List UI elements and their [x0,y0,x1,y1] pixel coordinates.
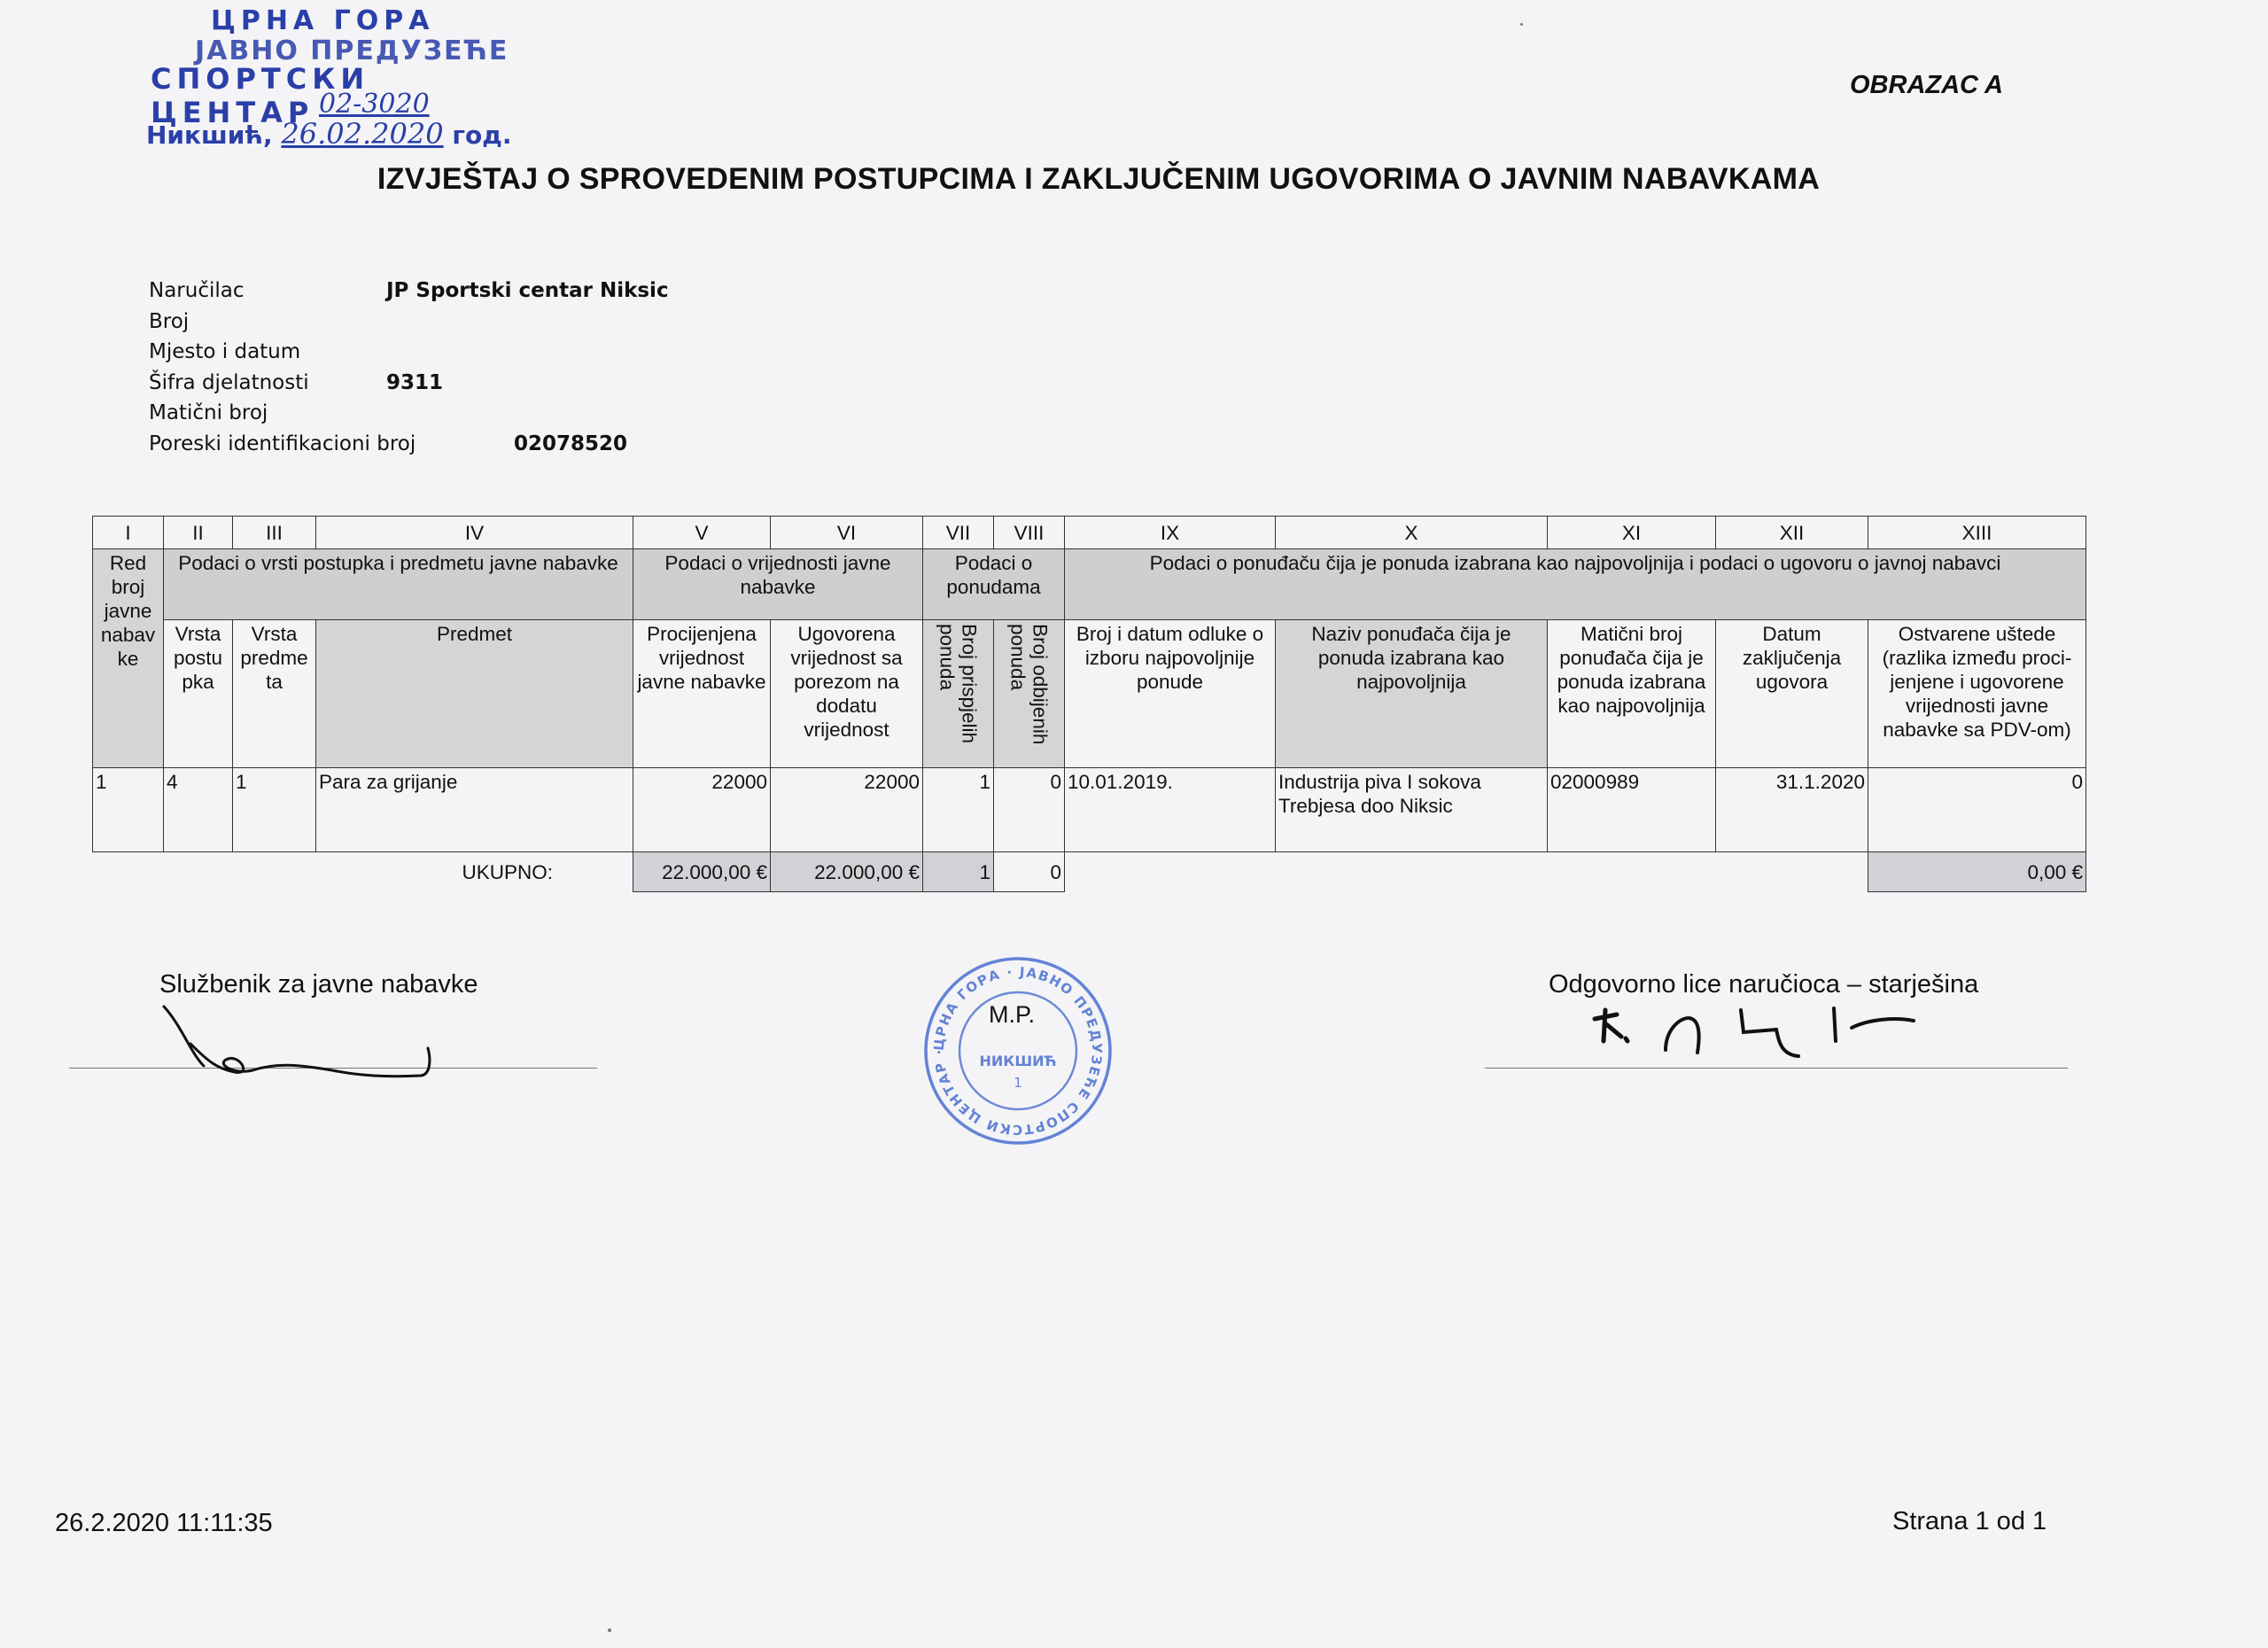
header-prispjelih [923,620,994,768]
cell-odbijenih: 0 [994,768,1065,852]
stamp-number: 02-3020 [319,89,430,120]
col-num: I [93,517,164,549]
col-num: VI [771,517,923,549]
procurement-table [92,516,2086,892]
info-row-pib [149,429,628,460]
header-ugovorena: Ugovorena vrijednost sa porezom na dodatu vrijednost [771,620,923,768]
info-row-broj [149,307,416,338]
scan-speck [1520,23,1523,26]
info-value-pib: 02078520 [514,431,628,455]
info-value-narucilac: JP Sportski centar Niksic [386,279,669,302]
col-num: IX [1065,517,1276,549]
total-ugovorena: 22.000,00 € [771,852,923,892]
cell-vrsta-predmeta: 1 [233,768,316,852]
cell-datum: 31.1.2020 [1716,768,1868,852]
total-prispjelih: 1 [923,852,994,892]
header-vrsta-predmeta: Vrsta predme ta [233,620,316,768]
info-row-mjesto [149,337,416,368]
totals-row [93,852,2086,892]
signature-left-icon [155,991,447,1088]
contracting-authority-info [149,276,669,459]
cell-ustede: 0 [1868,768,2086,852]
info-row-sifra [149,368,444,399]
info-label: Šifra djelatnosti [149,370,309,394]
info-label: Matični broj [149,401,268,424]
totals-label: UKUPNO: [462,860,553,883]
info-label: Poreski identifikacioni broj [149,431,416,455]
col-num: III [233,517,316,549]
total-ustede: 0,00 € [1868,852,2086,892]
cell-odluka: 10.01.2019. [1065,768,1276,852]
info-value-sifra: 9311 [386,370,444,394]
cell-ugovorena: 22000 [771,768,923,852]
stamp-line-country: ЦРНА ГОРА [211,5,435,36]
col-num: VIII [994,517,1065,549]
group-vrijednost: Podaci o vrijednosti javne nabavke [633,549,923,620]
col-num: V [633,517,771,549]
scan-speck [608,1629,611,1632]
col-num: X [1276,517,1548,549]
stamp-line-enterprise: ЈАВНО ПРЕДУЗЕЋЕ [195,35,509,66]
group-ponude: Podaci o ponudama [923,549,1065,620]
total-odbijenih: 0 [994,852,1065,892]
stamp-date-line [146,117,511,151]
registry-stamp [142,5,514,152]
cell-naziv: Industrija piva I sokova Trebjesa doo Niksic [1276,768,1548,852]
header-datum: Datum zaključenja ugovora [1716,620,1868,768]
info-label: Naručilac [149,279,245,302]
col-num: VII [923,517,994,549]
group-ponudjac: Podaci o ponuđaču čija je ponuda izabrana kao najpovoljnija i podaci o ugovoru o javnoj nabavci [1065,549,2086,620]
seal-number: 1 [1014,1075,1022,1091]
totals-spacer [1065,852,1868,892]
col-num: IV [316,517,633,549]
page-indicator: Strana 1 od 1 [1892,1507,2047,1535]
header-predmet: Predmet [316,620,633,768]
roman-numeral-row [93,517,2086,549]
svg-text:ЦРНА ГОРА · ЈАВНО ПРЕДУЗЕЋЕ СП [931,964,1105,1138]
col-num: II [164,517,233,549]
seal-city: НИКШИЋ [979,1053,1057,1069]
table-row [93,768,2086,852]
header-maticni: Matični broj ponuđača čija je ponuda izabrana kao najpovoljnija [1548,620,1716,768]
stamp-date: 26.02.2020 [281,117,444,151]
group-header-row [93,549,2086,620]
col-num: XII [1716,517,1868,549]
round-seal-icon [920,952,1116,1149]
signature-right-icon [1586,992,1958,1072]
stamp-suffix: год. [452,120,512,150]
seal-ring-text: ЦРНА ГОРА · ЈАВНО ПРЕДУЗЕЋЕ СПОРТСКИ ЦЕНТАР · [930,963,1106,1139]
signature-label-right: Odgovorno lice naručioca – starješina [1549,970,1979,999]
document-title-text: IZVJEŠTAJ O SPROVEDENIM POSTUPCIMA I ZAKLJUČENIM UGOVORIMA O JAVNIM NABAVKAMA [377,162,1821,196]
info-row-narucilac [149,276,669,307]
header-naziv: Naziv ponuđača čija je ponuda izabrana kao najpovoljnija [1276,620,1548,768]
cell-predmet: Para za grijanje [316,768,633,852]
col-num: XI [1548,517,1716,549]
print-timestamp: 26.2.2020 11:11:35 [55,1509,273,1537]
header-odbijenih [994,620,1065,768]
info-row-maticni [149,398,416,429]
info-label: Mjesto i datum [149,340,301,363]
cell-maticni: 02000989 [1548,768,1716,852]
col-num: XIII [1868,517,2086,549]
header-procijenjena: Procijenjena vrijednost javne nabavke [633,620,771,768]
mp-label: M.P. [989,1001,1036,1028]
signature-label-left: Službenik za javne nabavke [159,970,478,999]
cell-red: 1 [93,768,164,852]
column-header-row [93,620,2086,768]
stamp-line-center: СПОРТСКИ ЦЕНТАР [151,62,370,129]
header-prispjelih-text: Broj prispjelih ponuda [936,624,981,744]
header-ustede: Ostvarene uštede (razlika između proci-jenjene i ugovorene vrijednosti javne nabavke sa PDV-om) [1868,620,2086,768]
cell-vrsta-postupka: 4 [164,768,233,852]
header-vrsta-postupka: Vrsta postu pka [164,620,233,768]
stamp-place: Никшић, [146,120,273,150]
group-postupak: Podaci o vrsti postupka i predmetu javne nabavke [164,549,633,620]
cell-procijenjena: 22000 [633,768,771,852]
header-odluka: Broj i datum odluke o izboru najpovoljnije ponude [1065,620,1276,768]
cell-prispjelih: 1 [923,768,994,852]
info-label: Broj [149,309,190,333]
header-odbijenih-text: Broj odbijenih ponuda [1006,624,1052,745]
form-code: OBRAZAC A [1850,71,2003,99]
total-procijenjena: 22.000,00 € [633,852,771,892]
header-red-broj: Red broj javne nabav ke [93,549,164,768]
document-title [0,162,2268,197]
